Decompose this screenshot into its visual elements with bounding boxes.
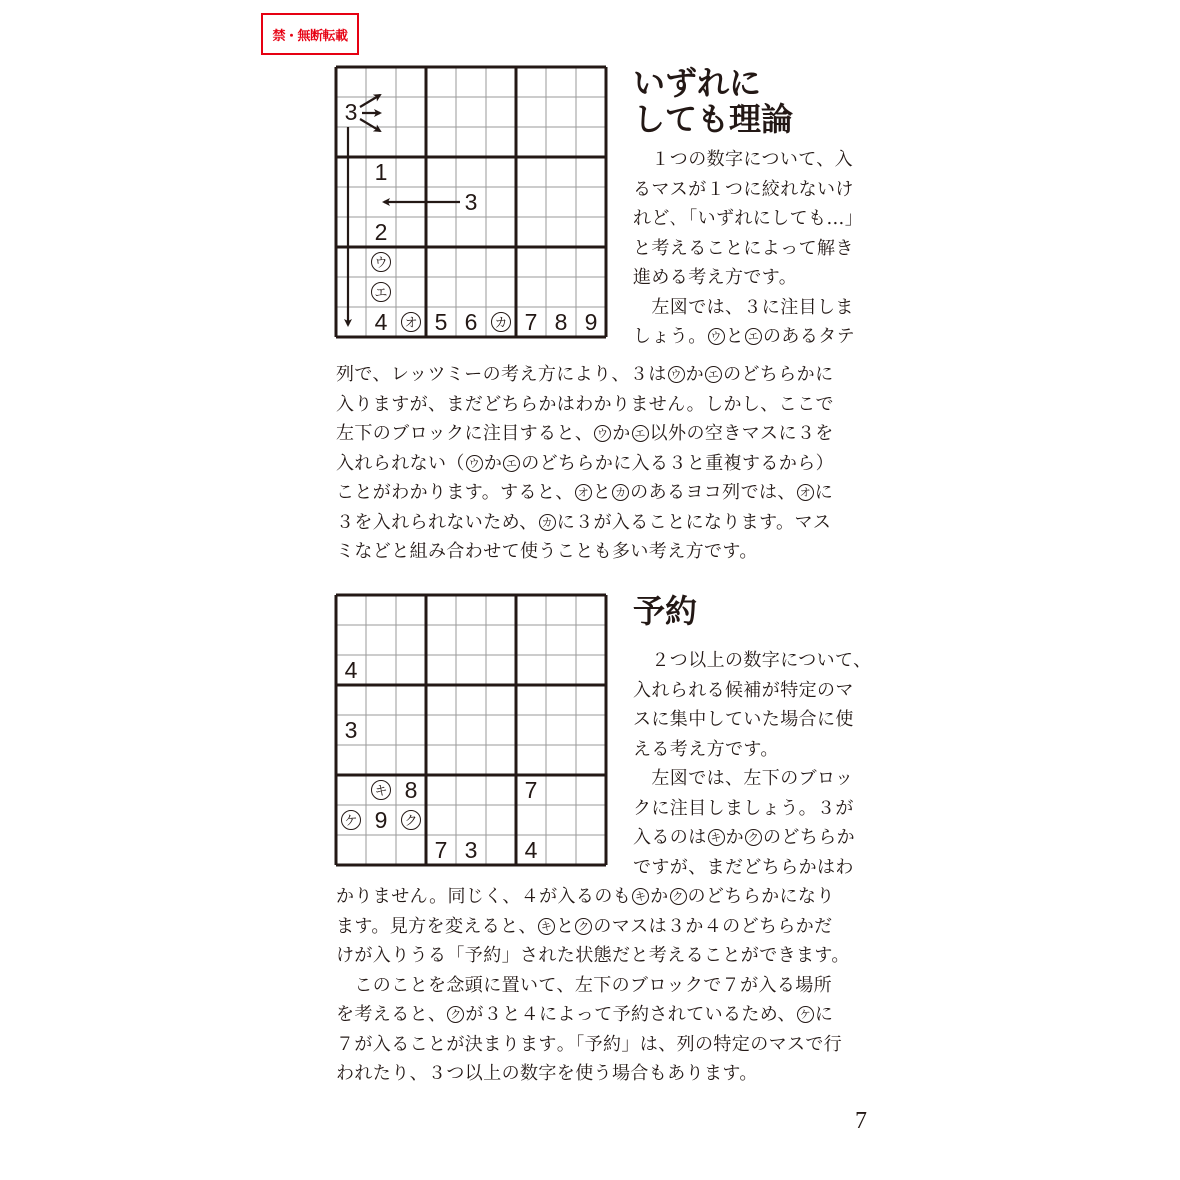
- circled-katakana: ク: [575, 918, 592, 935]
- sudoku-diagram-either-way: [336, 67, 606, 337]
- given-number-cell: 2: [374, 218, 388, 245]
- text-line: われたり、３つ以上の数字を使う場合もあります。: [336, 1063, 758, 1084]
- text-line: 進める考え方です。: [633, 267, 798, 288]
- circled-label-cell: [366, 775, 396, 805]
- circled-katakana: ク: [401, 810, 421, 830]
- text-line: ですが、まだどちらかはわ: [633, 856, 854, 878]
- given-number-cell: 4: [524, 836, 538, 863]
- text-line: ７が入ることが決まります｡「予約」は、列の特定のマスで行: [336, 1033, 843, 1055]
- given-number-cell: 8: [554, 308, 568, 335]
- heading-line: 予約: [633, 592, 698, 630]
- text-line: ミなどと組み合わせて使うことも多い考え方です。: [336, 541, 758, 562]
- given-number-cell: 3: [464, 188, 478, 215]
- given-number-cell: 6: [464, 308, 478, 335]
- heading-line: いずれに: [633, 64, 762, 102]
- given-number-cell: 4: [344, 656, 358, 683]
- given-number-cell: 7: [434, 836, 448, 863]
- circled-label-cell: [396, 805, 426, 835]
- circled-katakana: オ: [797, 484, 814, 501]
- given-number-cell: 1: [374, 158, 388, 185]
- text-line: と考えることによって解き: [633, 237, 854, 259]
- text-line: 入るのは キ か ク のどちらか: [633, 827, 856, 848]
- no-reproduction-stamp: [261, 13, 359, 55]
- text-line: れど､「いずれにしても…」: [633, 208, 864, 229]
- text-line: を考えると、 ク が３と４によって予約されているため、 ケ に: [336, 1004, 834, 1025]
- text-line: スに集中していた場合に使: [633, 709, 854, 730]
- text-line: 入りますが、まだどちらかはわかりません。しかし、ここで: [336, 393, 834, 415]
- section1-side-text: [633, 145, 863, 352]
- circled-katakana: キ: [632, 888, 649, 905]
- given-number-cell: 9: [584, 308, 598, 335]
- text-line: 左図では、左下のブロッ: [633, 768, 854, 789]
- section2-body-text: [336, 882, 850, 1089]
- circled-katakana: ク: [447, 1006, 464, 1023]
- circled-katakana: カ: [491, 312, 511, 332]
- text-line: るマスが１つに絞れないけ: [633, 178, 854, 200]
- circled-katakana: カ: [612, 484, 629, 501]
- text-line: ２つ以上の数字について、: [633, 650, 872, 671]
- text-line: しょう。 ウ と エ のあるタテ: [633, 326, 856, 347]
- circled-label-cell: [366, 277, 396, 307]
- circled-katakana: ウ: [594, 425, 611, 442]
- circled-katakana: キ: [538, 918, 555, 935]
- heading-line: しても理論: [633, 100, 794, 138]
- given-number-cell: 5: [434, 308, 448, 335]
- circled-katakana: ク: [745, 829, 762, 846]
- given-number-cell: 8: [404, 776, 418, 803]
- text-line: ３を入れられないため、 カ に３が入ることになります。マス: [336, 511, 832, 533]
- circled-katakana: ク: [670, 888, 687, 905]
- text-line: クに注目しましょう。３が: [633, 797, 854, 819]
- given-number-cell: 9: [374, 806, 388, 833]
- text-line: 列で、レッツミーの考え方により、３は ウ か エ のどちらかに: [336, 364, 834, 385]
- given-number-cell: 7: [524, 776, 538, 803]
- circled-katakana: カ: [539, 514, 556, 531]
- section2-side-text: [633, 646, 871, 882]
- sudoku-diagram-reservation: [336, 595, 606, 865]
- circled-katakana: キ: [371, 780, 391, 800]
- page-number: 7: [855, 1108, 867, 1134]
- circled-katakana: ケ: [797, 1006, 814, 1023]
- given-number-cell: 4: [374, 308, 388, 335]
- circled-katakana: ウ: [466, 455, 483, 472]
- circled-katakana: エ: [371, 282, 391, 302]
- stamp-label: 禁・無断転載: [272, 28, 348, 44]
- circled-katakana: キ: [708, 829, 725, 846]
- text-line: ことがわかります。すると、 オ と カ のあるヨコ列では、 オ に: [336, 482, 834, 503]
- section1-heading: [633, 65, 793, 137]
- circled-katakana: エ: [705, 366, 722, 383]
- given-number-cell: 7: [524, 308, 538, 335]
- given-number-cell: 3: [344, 716, 358, 743]
- text-line: 入れられない（ ウ か エ のどちらかに入る３と重複するから）: [336, 452, 835, 474]
- circled-label-cell: [336, 805, 366, 835]
- text-line: ます。見方を変えると、 キ と ク のマスは３か４のどちらかだ: [336, 915, 833, 937]
- circled-katakana: エ: [632, 425, 649, 442]
- circled-katakana: オ: [575, 484, 592, 501]
- circled-katakana: エ: [745, 328, 762, 345]
- text-line: 左図では、３に注目しま: [633, 296, 854, 318]
- circled-label-cell: [396, 307, 426, 337]
- circled-label-cell: [486, 307, 516, 337]
- given-number-cell: 3: [464, 836, 478, 863]
- circled-label-cell: [366, 247, 396, 277]
- text-line: える考え方です。: [633, 738, 779, 760]
- circled-katakana: エ: [503, 455, 520, 472]
- circled-katakana: オ: [401, 312, 421, 332]
- text-line: このことを念頭に置いて、左下のブロックで７が入る場所: [336, 974, 833, 996]
- circled-katakana: ウ: [708, 328, 725, 345]
- text-line: 入れられる候補が特定のマ: [633, 679, 854, 701]
- text-line: 左下のブロックに注目すると、 ウ か エ 以外の空きマスに３を: [336, 423, 834, 444]
- circled-katakana: ウ: [371, 252, 391, 272]
- given-number-cell: 3: [344, 98, 358, 125]
- circled-katakana: ケ: [341, 810, 361, 830]
- section1-body-text: [336, 360, 834, 567]
- text-line: けが入りうる「予約」された状態だと考えることができます。: [336, 945, 850, 966]
- text-line: かりません。同じく、４が入るのも キ か ク のどちらかになり: [336, 886, 835, 907]
- text-line: １つの数字について、入: [633, 149, 854, 170]
- section2-heading: [633, 593, 697, 629]
- circled-katakana: ウ: [668, 366, 685, 383]
